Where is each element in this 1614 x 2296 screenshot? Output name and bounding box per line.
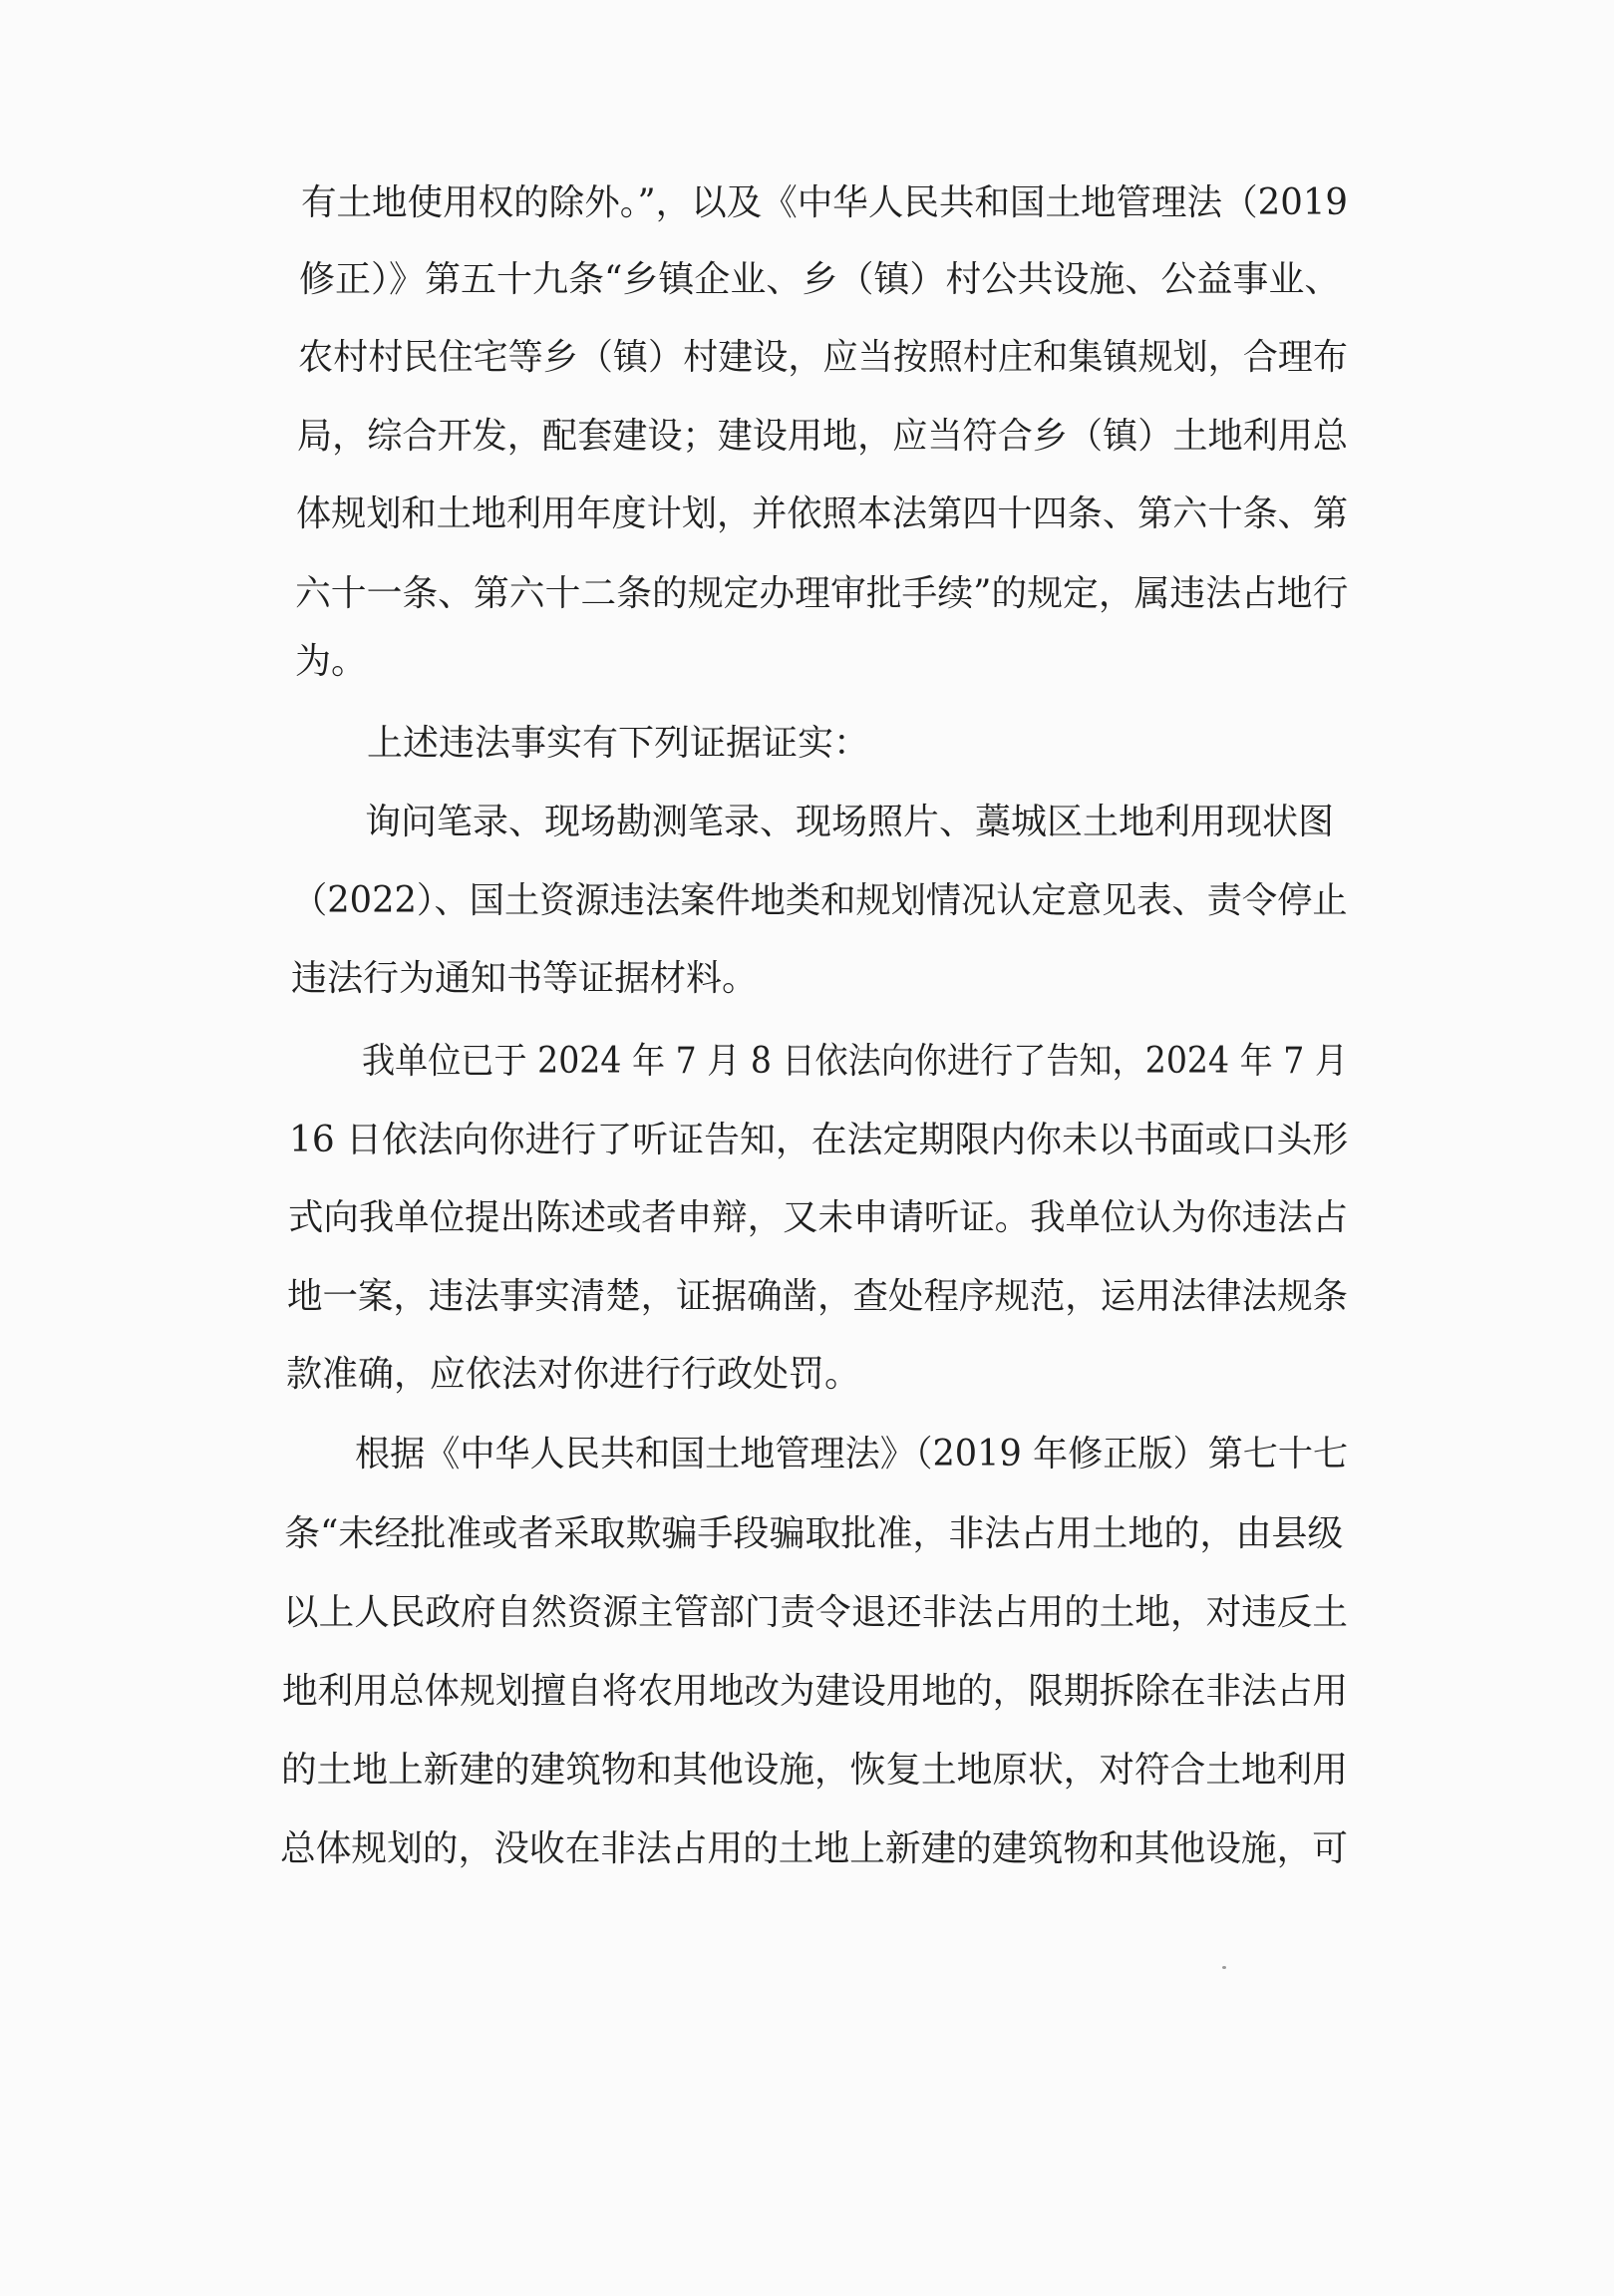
text-line: 条“未经批准或者采取欺骗手段骗取批准，非法占用土地的，由县级 [284,1513,1344,1554]
text-line: 款准确，应依法对你进行行政处罚。 [286,1354,861,1395]
text-line: 根据《中华人民共和国土地管理法》（2019 年修正版）第七十七 [355,1434,1349,1475]
text-line: 以上人民政府自然资源主管部门责令退还非法占用的土地，对违反土 [283,1592,1349,1633]
text-line: 有土地使用权的除外。”，以及《中华人民共和国土地管理法（2019 [301,182,1349,223]
text-line: 农村村民住宅等乡（镇）村建设，应当按照村庄和集镇规划，合理布 [298,337,1349,378]
text-line: 的土地上新建的建筑物和其他设施，恢复土地原状，对符合土地利用 [281,1750,1349,1791]
text-line: 六十一条、第六十二条的规定办理审批手续”的规定，属违法占地行 [295,573,1349,614]
text-line: 局，综合开发，配套建设；建设用地，应当符合乡（镇）土地利用总 [297,416,1349,457]
text-line: 我单位已于 2024 年 7 月 8 日依法向你进行了告知，2024 年 7 月 [362,1041,1348,1082]
text-line: 上述违法事实有下列证据证实： [367,723,870,764]
text-line: 地利用总体规划擅自将农用地改为建设用地的，限期拆除在非法占用 [282,1671,1349,1712]
text-line: 地一案，违法事实清楚，证据确凿，查处程序规范，运用法律法规条 [287,1276,1349,1317]
text-line: （2022）、国土资源违法案件地类和规划情况认定意见表、责令停止 [292,880,1348,921]
text-line: 体规划和土地利用年度计划，并依照本法第四十四条、第六十条、第 [296,493,1349,534]
text-line: 询问笔录、现场勘测笔录、现场照片、藁城区土地利用现状图 [365,802,1335,842]
text-line: 违法行为通知书等证据材料。 [291,958,759,999]
text-line: 为。 [295,641,368,682]
text-line: 总体规划的，没收在非法占用的土地上新建的建筑物和其他设施，可 [280,1828,1349,1869]
text-line: 16 日依法向你进行了听证告知，在法定期限内你未以书面或口头形 [289,1120,1349,1160]
text-line: 式向我单位提出陈述或者申辩，又未申请听证。我单位认为你违法占 [288,1197,1349,1238]
scan-speck [1222,1966,1226,1969]
text-line: 修正）》第五十九条“乡镇企业、乡（镇）村公共设施、公益事业、 [299,259,1341,300]
